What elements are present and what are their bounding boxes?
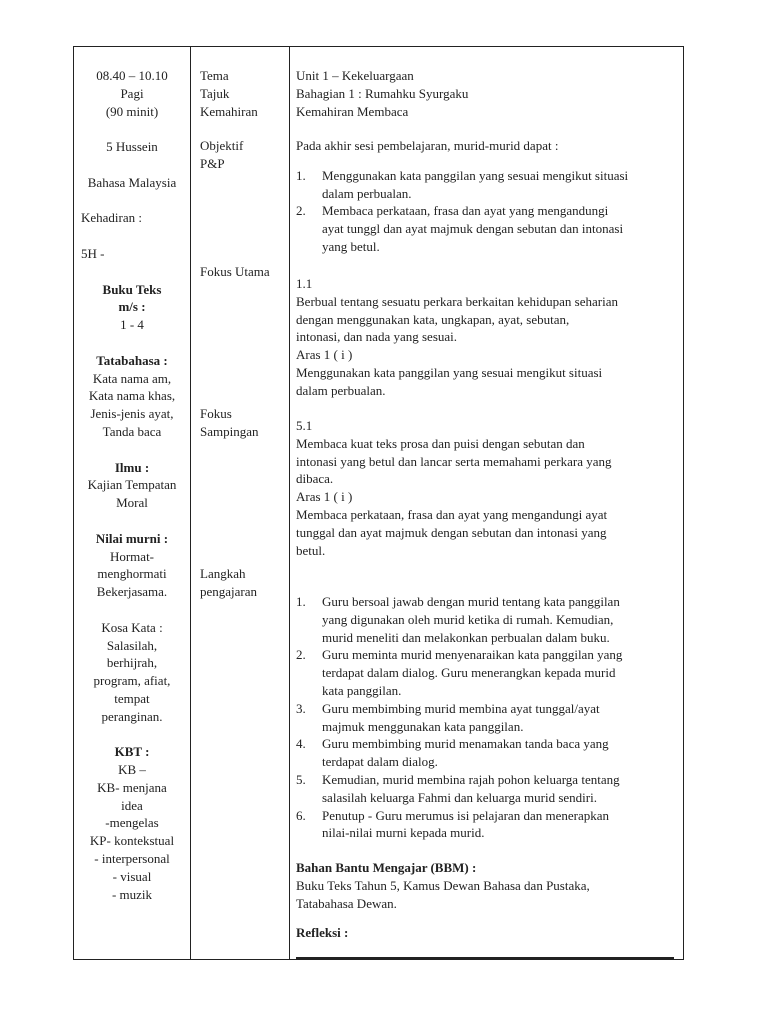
- label-objektif: Objektif: [200, 138, 244, 153]
- list-item: 1. Menggunakan kata panggilan yang sesuai mengikut situasi dalam perbualan.: [296, 167, 629, 201]
- vocab-item: program, afiat,: [93, 673, 171, 689]
- attendance-value: 5H -: [81, 245, 105, 261]
- vocab-item: Salasilah,: [106, 637, 158, 653]
- label-fokus: Fokus: [200, 406, 232, 421]
- bahagian-title: Bahagian 1 : Rumahku Syurgaku: [296, 85, 469, 101]
- fokus-sampingan-content: [296, 417, 680, 559]
- reflection-line: [296, 957, 674, 959]
- text-line: Buku Teks Tahun 5, Kamus Dewan Bahasa dan Pustaka,: [296, 877, 590, 893]
- text-line: dengan menggunakan kata, ungkapan, ayat, sebutan,: [296, 311, 570, 327]
- kbt-item: -mengelas: [105, 815, 159, 831]
- grammar-item: Jenis-jenis ayat,: [90, 406, 174, 422]
- grammar-item: Kata nama khas,: [88, 388, 176, 404]
- langkah-list: [296, 593, 680, 842]
- label-objective-group: [200, 137, 286, 173]
- kbt-item: KB- menjana: [97, 779, 167, 795]
- list-item: 5. Kemudian, murid membina rajah pohon keluarga tentang salasilah keluarga Fahmi dan keluarga murid sendiri.: [296, 771, 620, 805]
- list-item: 3. Guru membimbing murid membina ayat tunggal/ayat majmuk menggunakan kata panggilan.: [296, 700, 600, 734]
- vocab-item: berhijrah,: [106, 655, 158, 671]
- label-tajuk: Tajuk: [200, 85, 230, 101]
- label-langkah: Langkah: [200, 566, 246, 581]
- textbook-pages-label: m/s :: [118, 299, 146, 315]
- label-fokus-sampingan-group: [200, 405, 286, 441]
- text-line: Tatabahasa Dewan.: [296, 895, 397, 911]
- text-line: intonasi, dan nada yang sesuai.: [296, 329, 458, 345]
- session: Pagi: [120, 85, 144, 101]
- text-line: Berbual tentang sesuatu perkara berkaitan kehidupan seharian: [296, 293, 618, 309]
- textbook-pages: 1 - 4: [120, 317, 144, 333]
- lesson-plan-table: [73, 46, 684, 960]
- duration: (90 minit): [105, 103, 159, 119]
- text-line: betul.: [296, 542, 326, 558]
- kbt-item: idea: [121, 797, 143, 813]
- text-line: dibaca.: [296, 471, 334, 487]
- list-item: 6. Penutup - Guru merumus isi pelajaran dan menerapkan nilai-nilai murni kepada murid.: [296, 807, 609, 841]
- kbt-item: KB –: [118, 762, 146, 778]
- kbt-item: - muzik: [111, 886, 153, 902]
- list-item: 4. Guru membimbing murid menamakan tanda baca yang terdapat dalam dialog.: [296, 736, 609, 770]
- fokus-utama-content: [296, 275, 680, 400]
- vocab-heading: Kosa Kata :: [101, 619, 163, 635]
- text-line: Membaca perkataan, frasa dan ayat yang mengandungi ayat: [296, 506, 608, 522]
- text-line: tunggal dan ayat majmuk dengan sebutan dan intonasi yang: [296, 524, 607, 540]
- values-item: Hormat-: [109, 548, 155, 564]
- list-item: 1. Guru bersoal jawab dengan murid tentang kata panggilan yang digunakan oleh murid ketika di rumah. Kemudian, murid meneliti dan melakonkan perbualan dalam buku.: [296, 594, 620, 645]
- textbook-heading: Buku Teks: [102, 281, 162, 297]
- kbt-heading: KBT :: [114, 744, 150, 760]
- objective-intro: Pada akhir sesi pembelajaran, murid-murid dapat :: [296, 138, 559, 153]
- langkah-content: [296, 593, 680, 842]
- column-divider: [190, 47, 191, 959]
- label-kemahiran: Kemahiran: [200, 103, 258, 119]
- values-item: Bekerjasama.: [96, 584, 168, 600]
- subject: Bahasa Malaysia: [87, 174, 177, 190]
- label-tema: Tema: [200, 68, 229, 83]
- kbt-item: KP- kontekstual: [89, 833, 175, 849]
- attendance-label: Kehadiran :: [81, 210, 143, 226]
- vocab-item: peranginan.: [101, 708, 163, 724]
- label-fokus-utama: Fokus Utama: [200, 264, 270, 279]
- knowledge-item: Moral: [116, 495, 148, 511]
- values-item: menghormati: [97, 566, 167, 582]
- values-heading: Nilai murni :: [95, 530, 169, 546]
- fokus-utama-code: 1.1: [296, 276, 313, 291]
- fokus-sampingan-aras: Aras 1 ( i ): [296, 489, 353, 505]
- objective-list: [296, 167, 680, 256]
- lesson-info-column: [74, 67, 190, 903]
- column-divider: [289, 47, 290, 959]
- label-sampingan: Sampingan: [200, 423, 259, 439]
- bbm-heading: Bahan Bantu Mengajar (BBM) :: [296, 860, 477, 875]
- grammar-item: Tanda baca: [102, 423, 162, 439]
- knowledge-heading: Ilmu :: [114, 459, 150, 475]
- refleksi-heading: Refleksi :: [296, 925, 349, 940]
- list-item: 2. Membaca perkataan, frasa dan ayat yang mengandungi ayat tunggl dan ayat majmuk dengan sebutan dan intonasi yang betul.: [296, 203, 624, 254]
- knowledge-item: Kajian Tempatan: [87, 477, 177, 493]
- unit-title: Unit 1 – Kekeluargaan: [296, 68, 414, 83]
- bbm-content: [296, 859, 680, 912]
- class-name: 5 Hussein: [106, 139, 158, 155]
- grammar-item: Kata nama am,: [92, 370, 172, 386]
- text-line: Menggunakan kata panggilan yang sesuai mengikut situasi: [296, 364, 603, 380]
- fokus-utama-aras: Aras 1 ( i ): [296, 347, 353, 363]
- grammar-heading: Tatabahasa :: [96, 352, 168, 368]
- kbt-item: - interpersonal: [94, 851, 170, 867]
- text-line: intonasi yang betul dan lancar serta memahami perkara yang: [296, 453, 612, 469]
- text-line: dalam perbualan.: [296, 382, 386, 398]
- label-pnp: P&P: [200, 155, 225, 171]
- kbt-item: - visual: [112, 868, 152, 884]
- fokus-sampingan-code: 5.1: [296, 418, 313, 433]
- text-line: Membaca kuat teks prosa dan puisi dengan sebutan dan: [296, 435, 585, 451]
- refleksi-content: [296, 924, 680, 942]
- objective-content: [296, 137, 680, 256]
- time: 08.40 – 10.10: [96, 68, 168, 83]
- label-theme-group: [200, 67, 286, 120]
- vocab-item: tempat: [114, 690, 150, 706]
- label-pengajaran: pengajaran: [200, 583, 258, 599]
- label-langkah-group: [200, 565, 286, 601]
- theme-content: [296, 67, 680, 120]
- list-item: 2. Guru meminta murid menyenaraikan kata panggilan yang terdapat dalam dialog. Guru menerangkan kepada murid kata panggilan.: [296, 647, 623, 698]
- kemahiran-value: Kemahiran Membaca: [296, 103, 409, 119]
